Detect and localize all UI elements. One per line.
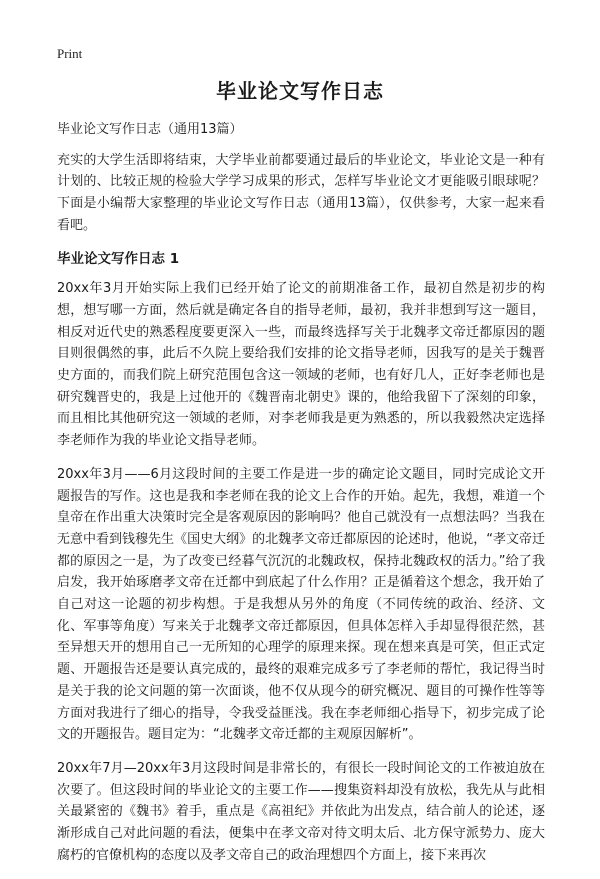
body-paragraph-1: 20xx年3月开始实际上我们已经开始了论文的前期准备工作，最初自然是初步的构想，想写哪一方面，然后就是确定各自的指导老师，最初，我并非想到写这一题目，相反对近代史的熟悉程度要更深入一些，而最终选择写关于北魏孝文帝迁都原因的题目则很偶然的事，此后不久院上要给我们安排的论文指导老师，因我写的是关于魏晋史方面的，而我们院上研究范围包含这一领域的老师，也有好几人，正好李老师也是研究魏晋史的，我是上过他开的《魏晋南北朝史》课的，他给我留下了深刻的印象，而且相比其他研究这一领域的老师，对李老师我是更为熟悉的，所以我毅然决定选择李老师作为我的毕业论文指导老师。 [57, 281, 545, 449]
intro-paragraph: 充实的大学生活即将结束，大学毕业前都要通过最后的毕业论文，毕业论文是一种有计划的、比较正规的检验大学学习成果的形式，怎样写毕业论文才更能吸引眼球呢？下面是小编帮大家整理的毕业论文写作日志（通用13篇），仅供参考，大家一起来看看吧。 [57, 152, 545, 233]
print-link[interactable]: Print [57, 46, 83, 61]
document-title: 毕业论文写作日志 [216, 79, 384, 103]
body-paragraph-3: 20xx年7月—20xx年3月这段时间是非常长的，有很长一段时间论文的工作被迫放在次要了。但这段时间的毕业论文的主要工作——搜集资料却没有放松，我先从与此相关最紧密的《魏书》着手，重点是《高祖纪》并依此为出发点，结合前人的论述，逐渐形成自己对此问题的看法，便集中在孝文帝对待文明太后、北方保守派势力、庞大腐朽的官僚机构的态度以及孝文帝自己的政治理想四个方面上，接下来再次 [57, 760, 545, 863]
document-subtitle: 毕业论文写作日志（通用13篇） [57, 122, 243, 137]
body-paragraph-2: 20xx年3月——6月这段时间的主要工作是进一步的确定论文题目，同时完成论文开题报告的写作。这也是我和李老师在我的论文上合作的开始。起先，我想，难道一个皇帝在作出重大决策时完全是客观原因的影响吗？他自己就没有一点想法吗？当我在无意中看到钱穆先生《国史大纲》的北魏孝文帝迁都原因的论述时，他说，“孝文帝迁都的原因之一是，为了改变已经暮气沉沉的北魏政权，保持北魏政权的活力。”给了我启发，我开始琢磨孝文帝在迁都中到底起了什么作用？正是循着这个想念，我开始了自己对这一论题的初步构想。于是我想从另外的角度（不同传统的政治、经济、文化、军事等角度）写来关于北魏孝文帝迁都原因，但具体怎样入手却显得很茫然，甚至异想天开的想用自己一无所知的心理学的原理来探。现在想来真是可笑，但正式定题、开题报告还是要认真完成的，最终的艰难完成多亏了李老师的帮忙，我记得当时是关于我的论文问题的第一次面谈，他不仅从现今的研究概况、题目的可操作性等等方面对我进行了细心的指导，令我受益匪浅。我在李老师细心指导下，初步完成了论文的开题报告。题目定为：“北魏孝文帝迁都的主观原因解析”。 [57, 466, 545, 743]
document-body [57, 119, 545, 879]
section-heading: 毕业论文写作日志 1 [57, 250, 180, 267]
